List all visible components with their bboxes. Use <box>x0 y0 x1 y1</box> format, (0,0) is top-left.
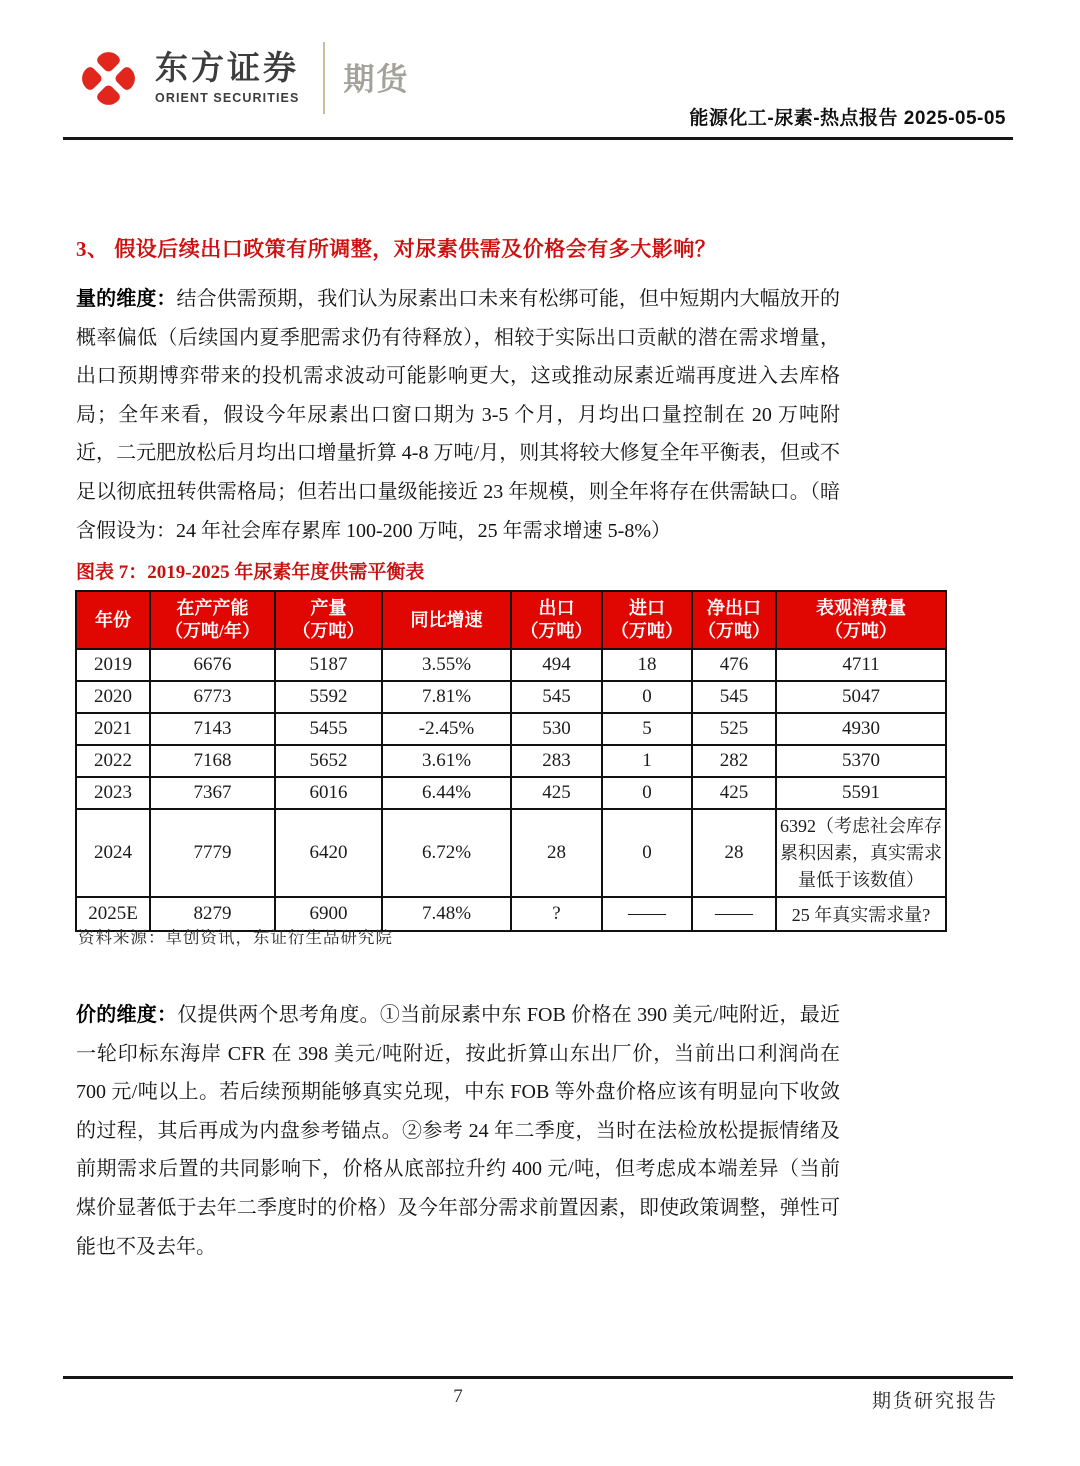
table-cell: 2019 <box>76 649 150 681</box>
table-cell: 5370 <box>776 745 946 777</box>
table-cell: 5652 <box>275 745 382 777</box>
report-title-date: 能源化工-尿素-热点报告 2025-05-05 <box>689 108 1006 129</box>
table-cell: 7.81% <box>382 681 511 713</box>
logo-divider <box>323 42 325 114</box>
table-cell: 545 <box>692 681 776 713</box>
table-cell: 7143 <box>150 713 275 745</box>
footer-label: 期货研究报告 <box>871 1391 998 1412</box>
table-cell: 0 <box>602 681 692 713</box>
table-cell: 2020 <box>76 681 150 713</box>
table-cell: 525 <box>692 713 776 745</box>
table-cell: 5047 <box>776 681 946 713</box>
table-cell: 18 <box>602 649 692 681</box>
table-cell: 6392（考虑社会库存累积因素，真实需求量低于该数值） <box>776 809 946 897</box>
paragraph-quantity-body: 结合供需预期，我们认为尿素出口未来有松绑可能，但中短期内大幅放开的概率偏低（后续国内夏季肥需求仍有待释放），相较于实际出口贡献的潜在需求增量，出口预期博弈带来的投机需求波动可能影响更大，这或推动尿素近端再度进入去库格局；全年来看，假设今年尿素出口窗口期为 3-5 个月，月均出口量控制在 20 万吨附近，二元肥放松后月均出口增量折算 4-8 万吨/月，则其将较大修复全年平衡表，但或不足以彻底扭转供需格局；但若出口量级能接近 23 年规模，则全年将存在供需缺口。（暗含假设为：24 年社会库存累库 100-200 万吨，25 年需求增速 5-8%） <box>76 288 841 542</box>
logo-text-block <box>155 51 299 105</box>
table-cell: 7168 <box>150 745 275 777</box>
col-yoy: 同比增速 <box>382 591 511 649</box>
brand-name-cn: 东方证券 <box>155 49 299 87</box>
col-capacity: 在产产能 （万吨/年） <box>150 591 275 649</box>
col-output: 产量 （万吨） <box>275 591 382 649</box>
table-cell: 6016 <box>275 777 382 809</box>
table-cell: 5455 <box>275 713 382 745</box>
table-row <box>76 649 946 681</box>
table-cell: 4711 <box>776 649 946 681</box>
table-cell: ? <box>511 897 602 931</box>
section-heading: 3、 假设后续出口政策有所调整，对尿素供需及价格会有多大影响？ <box>76 237 717 261</box>
col-apparent-consumption: 表观消费量 （万吨） <box>776 591 946 649</box>
table-cell: 1 <box>602 745 692 777</box>
header-rule <box>63 137 1013 140</box>
table-cell: 7.48% <box>382 897 511 931</box>
table-cell: —— <box>692 897 776 931</box>
table-cell: 2023 <box>76 777 150 809</box>
header-logo-row <box>74 42 409 114</box>
table-row <box>76 713 946 745</box>
table-cell: 5592 <box>275 681 382 713</box>
table-row <box>76 777 946 809</box>
table-header-row <box>76 591 946 649</box>
table-cell: 4930 <box>776 713 946 745</box>
col-year: 年份 <box>76 591 150 649</box>
table-cell: 2025E <box>76 897 150 931</box>
figure-source: 资料来源：卓创资讯，东证衍生品研究院 <box>78 928 393 947</box>
paragraph-price <box>76 996 840 1266</box>
table-cell: 494 <box>511 649 602 681</box>
table-cell: 5187 <box>275 649 382 681</box>
page-number: 7 <box>453 1386 463 1407</box>
table-cell: 6.44% <box>382 777 511 809</box>
table-cell: 6900 <box>275 897 382 931</box>
table-cell: 425 <box>511 777 602 809</box>
figure-title: 图表 7：2019-2025 年尿素年度供需平衡表 <box>76 562 425 583</box>
table-cell: 545 <box>511 681 602 713</box>
table-cell: 0 <box>602 809 692 897</box>
table-cell: 28 <box>692 809 776 897</box>
table-cell: 6773 <box>150 681 275 713</box>
supply-demand-balance-table <box>75 590 947 932</box>
table-cell: 28 <box>511 809 602 897</box>
col-net-export: 净出口 （万吨） <box>692 591 776 649</box>
table-cell: 2022 <box>76 745 150 777</box>
table-cell: 6.72% <box>382 809 511 897</box>
table-cell: 7367 <box>150 777 275 809</box>
table-cell: 7779 <box>150 809 275 897</box>
table-cell: 476 <box>692 649 776 681</box>
table-row <box>76 681 946 713</box>
paragraph-quantity-lead: 量的维度： <box>76 288 177 310</box>
logo-diamond-icon <box>76 46 140 110</box>
table-cell: 6420 <box>275 809 382 897</box>
table-cell: 2021 <box>76 713 150 745</box>
table-cell: —— <box>602 897 692 931</box>
footer-rule <box>63 1376 1013 1379</box>
table-cell: 6676 <box>150 649 275 681</box>
col-export: 出口 （万吨） <box>511 591 602 649</box>
table-cell: 8279 <box>150 897 275 931</box>
paragraph-quantity <box>76 280 840 550</box>
col-import: 进口 （万吨） <box>602 591 692 649</box>
table-cell: 3.61% <box>382 745 511 777</box>
table-cell: 530 <box>511 713 602 745</box>
table-cell: -2.45% <box>382 713 511 745</box>
table-cell: 5591 <box>776 777 946 809</box>
table-cell: 283 <box>511 745 602 777</box>
table-row <box>76 809 946 897</box>
paragraph-price-body: 仅提供两个思考角度。①当前尿素中东 FOB 价格在 390 美元/吨附近，最近一轮印标东海岸 CFR 在 398 美元/吨附近，按此折算山东出厂价，当前出口利润尚在 700 元/吨以上。若后续预期能够真实兑现，中东 FOB 等外盘价格应该有明显向下收敛的过程，其后再成为内盘参考锚点。②参考 24 年二季度，当时在法检放松提振情绪及前期需求后置的共同影响下，价格从底部拉升约 400 元/吨，但考虑成本端差异（当前煤价显著低于去年二季度时的价格）及今年部分需求前置因素，即使政策调整，弹性可能也不及去年。 <box>76 1004 841 1258</box>
table-cell: 2024 <box>76 809 150 897</box>
division-label: 期货 <box>343 61 410 97</box>
brand-name-en: ORIENT SECURITIES <box>155 90 300 105</box>
table-row <box>76 745 946 777</box>
table-cell: 0 <box>602 777 692 809</box>
paragraph-price-lead: 价的维度： <box>76 1004 178 1026</box>
table-cell: 5 <box>602 713 692 745</box>
orient-securities-logo-icon <box>74 44 142 112</box>
table-cell: 3.55% <box>382 649 511 681</box>
table-cell: 25 年真实需求量? <box>776 897 946 931</box>
table-cell: 425 <box>692 777 776 809</box>
table-cell: 282 <box>692 745 776 777</box>
